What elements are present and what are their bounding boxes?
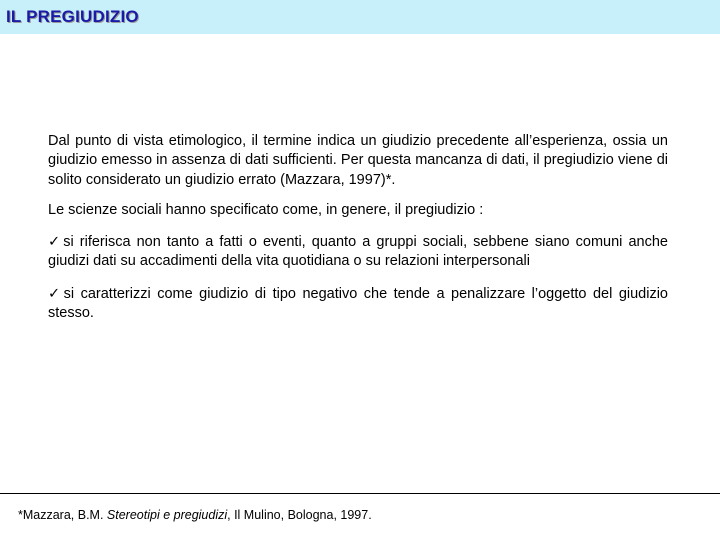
- footnote: [18, 507, 372, 523]
- intro-paragraph: Le scienze sociali hanno specificato come, in genere, il pregiudizio :: [48, 201, 484, 218]
- footnote-book-title: Stereotipi e pregiudizi: [106, 508, 228, 522]
- slide-content: [48, 132, 668, 323]
- bullet-item: [48, 285, 668, 324]
- footnote-suffix: , Il Mulino, Bologna, 1997.: [227, 508, 372, 522]
- bullet-text: si caratterizzi come giudizio di tipo negativo che tende a penalizzare l’oggetto del giudizio stesso.: [48, 285, 668, 322]
- definition-paragraph: Dal punto di vista etimologico, il termine indica un giudizio precedente all’esperienza, ossia un giudizio emesso in assenza di dati sufficienti. Per questa mancanza di dati, il pregiudizio viene di solito considerato un giudizio errato (Mazzara, 1997)*.: [48, 133, 668, 188]
- title-bar: [0, 0, 720, 34]
- footnote-prefix: *Mazzara, B.M.: [18, 508, 107, 522]
- footnote-divider: [0, 493, 720, 494]
- bullet-item: [48, 233, 668, 272]
- checkmark-icon: ✓: [48, 234, 63, 251]
- page-title: IL PREGIUDIZIO: [6, 7, 139, 26]
- checkmark-icon: ✓: [48, 285, 63, 302]
- bullet-text: si riferisca non tanto a fatti o eventi, quanto a gruppi sociali, sebbene siano comuni anche giudizi dati su accadimenti della vita quotidiana o su relazioni interpersonali: [48, 234, 668, 270]
